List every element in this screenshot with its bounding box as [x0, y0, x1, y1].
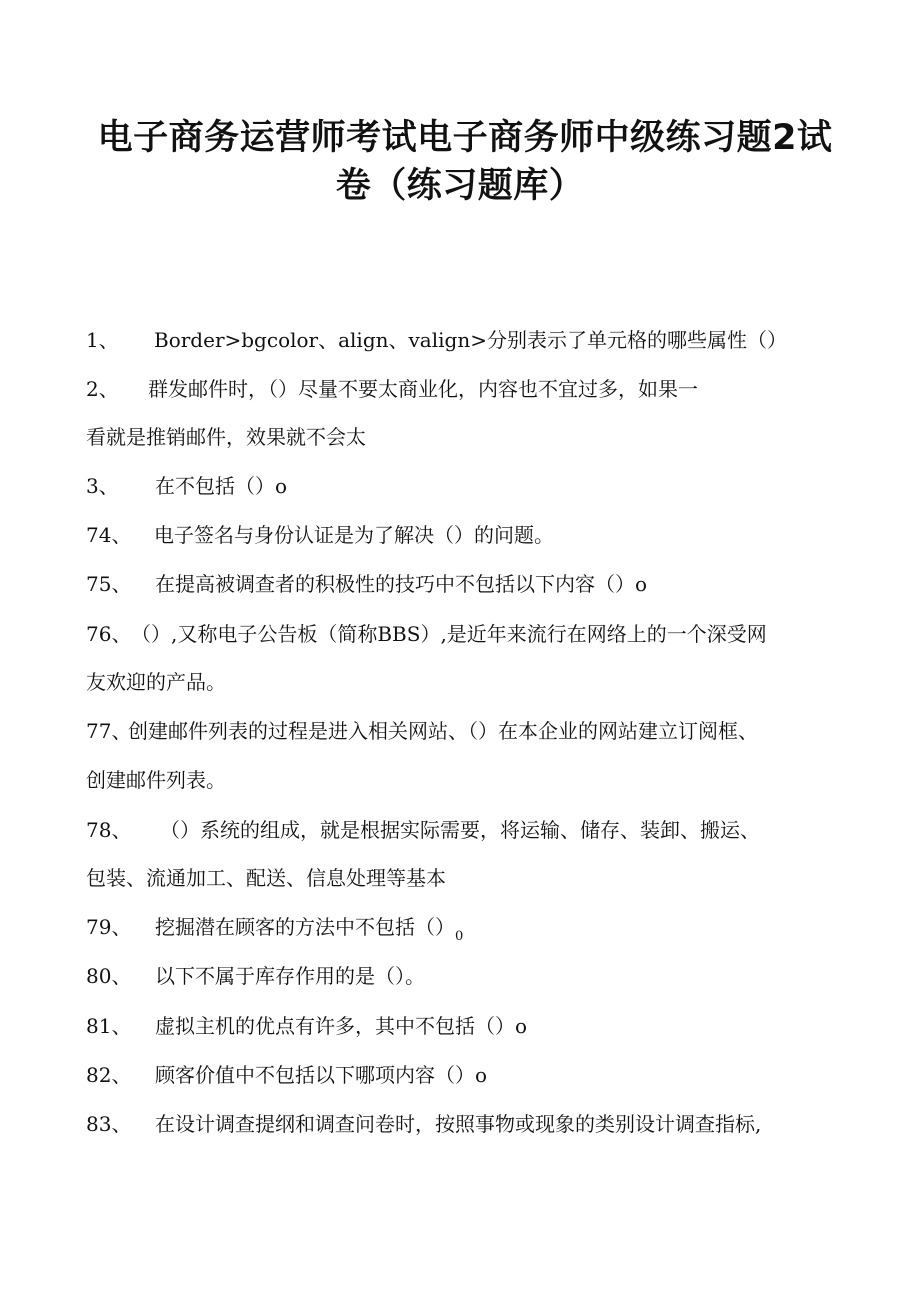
question-number: 1、 — [86, 328, 119, 352]
question-number: 83、 — [86, 1112, 132, 1136]
question-text: 创建邮件列表的过程是进入相关网站、（）在本企业的网站建立订阅框、 — [128, 719, 758, 743]
question-number: 79、 — [86, 915, 132, 939]
question-2-continuation: 看就是推销邮件，效果就不会太 — [86, 425, 366, 449]
question-3 — [86, 473, 287, 499]
question-79 — [86, 914, 463, 950]
question-text: 在设计调查提纲和调查问卷时，按照事物或现象的类别设计调查指标, — [155, 1112, 762, 1136]
question-suffix: 0 — [455, 929, 464, 944]
question-number: 78、 — [86, 818, 132, 842]
question-text: 电子签名与身份认证是为了解决（）的问题。 — [154, 523, 554, 547]
question-text: 在不包括（）o — [155, 474, 288, 498]
question-2 — [86, 376, 698, 402]
question-text: 虚拟主机的优点有许多，其中不包括（）o — [155, 1014, 528, 1038]
question-text: 在提高被调查者的积极性的技巧中不包括以下内容（）o — [155, 572, 648, 596]
question-number: 3、 — [86, 474, 119, 498]
question-80 — [86, 963, 425, 989]
question-78 — [86, 817, 760, 843]
question-77-continuation: 创建邮件列表。 — [86, 768, 226, 792]
question-number: 80、 — [86, 964, 132, 988]
question-74 — [86, 522, 554, 548]
question-77 — [86, 718, 758, 744]
question-text: Border>bgcolor、align、valign>分别表示了单元格的哪些属性（） — [154, 328, 787, 352]
question-number: 74、 — [86, 523, 132, 547]
question-number: 77、 — [86, 719, 132, 743]
question-number: 81、 — [86, 1014, 132, 1038]
question-82 — [86, 1062, 487, 1088]
question-text: （）系统的组成，就是根据实际需要，将运输、储存、装卸、搬运、 — [160, 818, 760, 842]
question-number: 76、 — [86, 622, 132, 646]
question-text: （）,又称电子公告板（简称BBS）,是近年来流行在网络上的一个深受网 — [131, 622, 767, 646]
question-number: 75、 — [86, 572, 132, 596]
question-text: 顾客价值中不包括以下哪项内容（）o — [155, 1063, 488, 1087]
question-76-continuation: 友欢迎的产品。 — [86, 670, 226, 694]
question-1 — [86, 327, 787, 353]
document-title-line-2: 卷（练习题库） — [335, 166, 585, 206]
question-text: 群发邮件时，（）尽量不要太商业化，内容也不宜过多，如果一 — [148, 377, 698, 401]
question-number: 82、 — [86, 1063, 132, 1087]
question-75 — [86, 571, 647, 597]
question-text: 以下不属于库存作用的是（）。 — [155, 964, 425, 988]
question-81 — [86, 1013, 527, 1039]
question-number: 2、 — [86, 377, 119, 401]
question-83 — [86, 1111, 761, 1137]
question-76 — [86, 621, 767, 647]
question-78-continuation: 包装、流通加工、配送、信息处理等基本 — [86, 866, 446, 890]
question-text: 挖掘潜在顾客的方法中不包括（） — [155, 915, 455, 939]
document-title-line-1: 电子商务运营师考试电子商务师中级练习题2试 — [97, 118, 833, 158]
